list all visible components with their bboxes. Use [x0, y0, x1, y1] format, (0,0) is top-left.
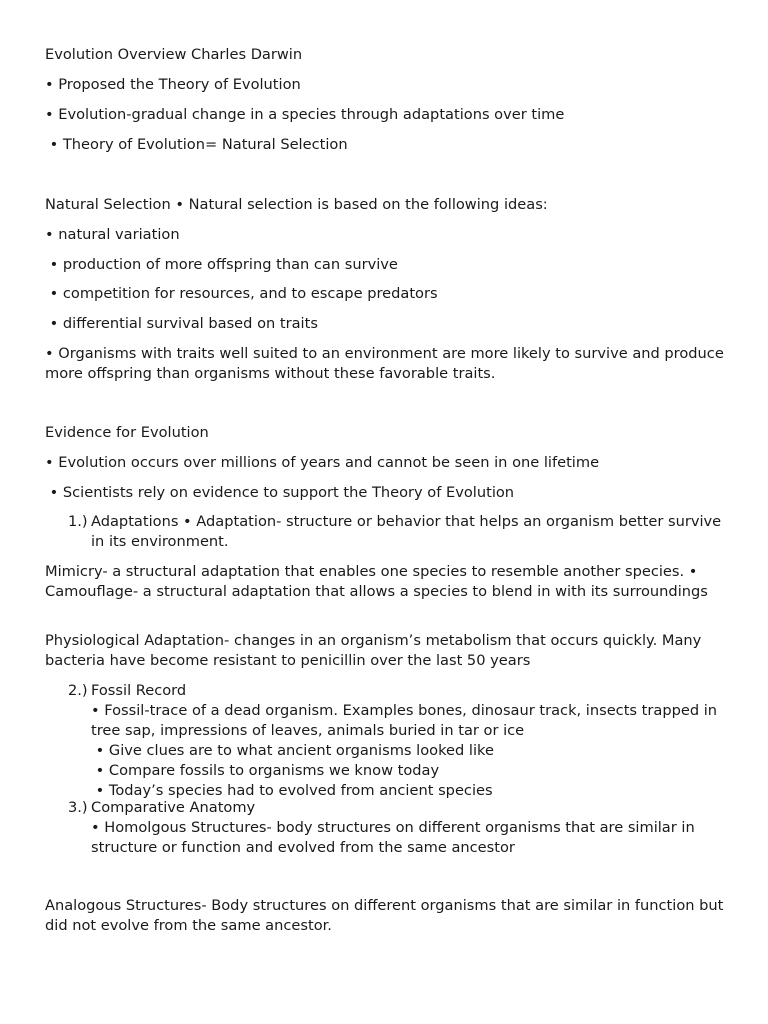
evidence-bullet: • Scientists rely on evidence to support the Theory of Evolution: [45, 484, 515, 501]
natural-selection-heading: Natural Selection • Natural selection is based on the following ideas:: [45, 196, 548, 213]
natural-selection-bullet: • production of more offspring than can survive: [45, 256, 398, 273]
item-line: • Fossil-trace of a dead organism. Examples bones, dinosaur track, insects trapped in tree sap, impressions of leaves, animals buried in tar or ice: [91, 702, 718, 739]
evidence-heading: Evidence for Evolution: [45, 424, 209, 441]
natural-selection-bullet: • natural variation: [45, 226, 180, 243]
item-line: • Today’s species had to evolved from ancient species: [91, 782, 493, 799]
natural-selection-bullet: • differential survival based on traits: [45, 315, 318, 332]
item-number: 2.): [68, 682, 88, 699]
analogous-paragraph: Analogous Structures- Body structures on different organisms that are similar in function but did not evolve from the same ancestor.: [45, 897, 724, 934]
item-number: 3.): [68, 799, 88, 816]
overview-bullet: • Theory of Evolution= Natural Selection: [45, 136, 348, 153]
item-number: 1.): [68, 513, 88, 530]
evidence-bullet: • Evolution occurs over millions of years and cannot be seen in one lifetime: [45, 454, 600, 471]
overview-heading: Evolution Overview Charles Darwin: [45, 46, 303, 63]
item-line: • Compare fossils to organisms we know today: [91, 762, 440, 779]
overview-bullet: • Proposed the Theory of Evolution: [45, 76, 301, 93]
natural-selection-summary: • Organisms with traits well suited to an environment are more likely to survive and produce more offspring than organisms without these favorable traits.: [45, 345, 724, 382]
mimicry-paragraph: Mimicry- a structural adaptation that enables one species to resemble another species. • Camouflage- a structural adaptation that allows a species to blend in with its surroundings: [45, 563, 708, 600]
numbered-item-comparative-anatomy: [68, 798, 728, 858]
item-body: [91, 798, 728, 858]
item-body: [91, 681, 728, 801]
overview-bullet: • Evolution-gradual change in a species through adaptations over time: [45, 106, 565, 123]
item-line: • Give clues are to what ancient organisms looked like: [91, 742, 494, 759]
item-text: Adaptations • Adaptation- structure or behavior that helps an organism better survive in its environment.: [91, 513, 722, 550]
natural-selection-bullet: • competition for resources, and to escape predators: [45, 285, 438, 302]
numbered-item-fossil-record: [68, 681, 728, 801]
numbered-item-adaptations: [68, 512, 728, 552]
item-title: Fossil Record: [91, 682, 187, 699]
item-line: • Homolgous Structures- body structures on different organisms that are similar in structure or function and evolved from the same ancestor: [91, 819, 695, 856]
item-title: Comparative Anatomy: [91, 799, 256, 816]
physiological-paragraph: Physiological Adaptation- changes in an organism’s metabolism that occurs quickly. Many bacteria have become resistant to penicillin over the last 50 years: [45, 632, 702, 669]
